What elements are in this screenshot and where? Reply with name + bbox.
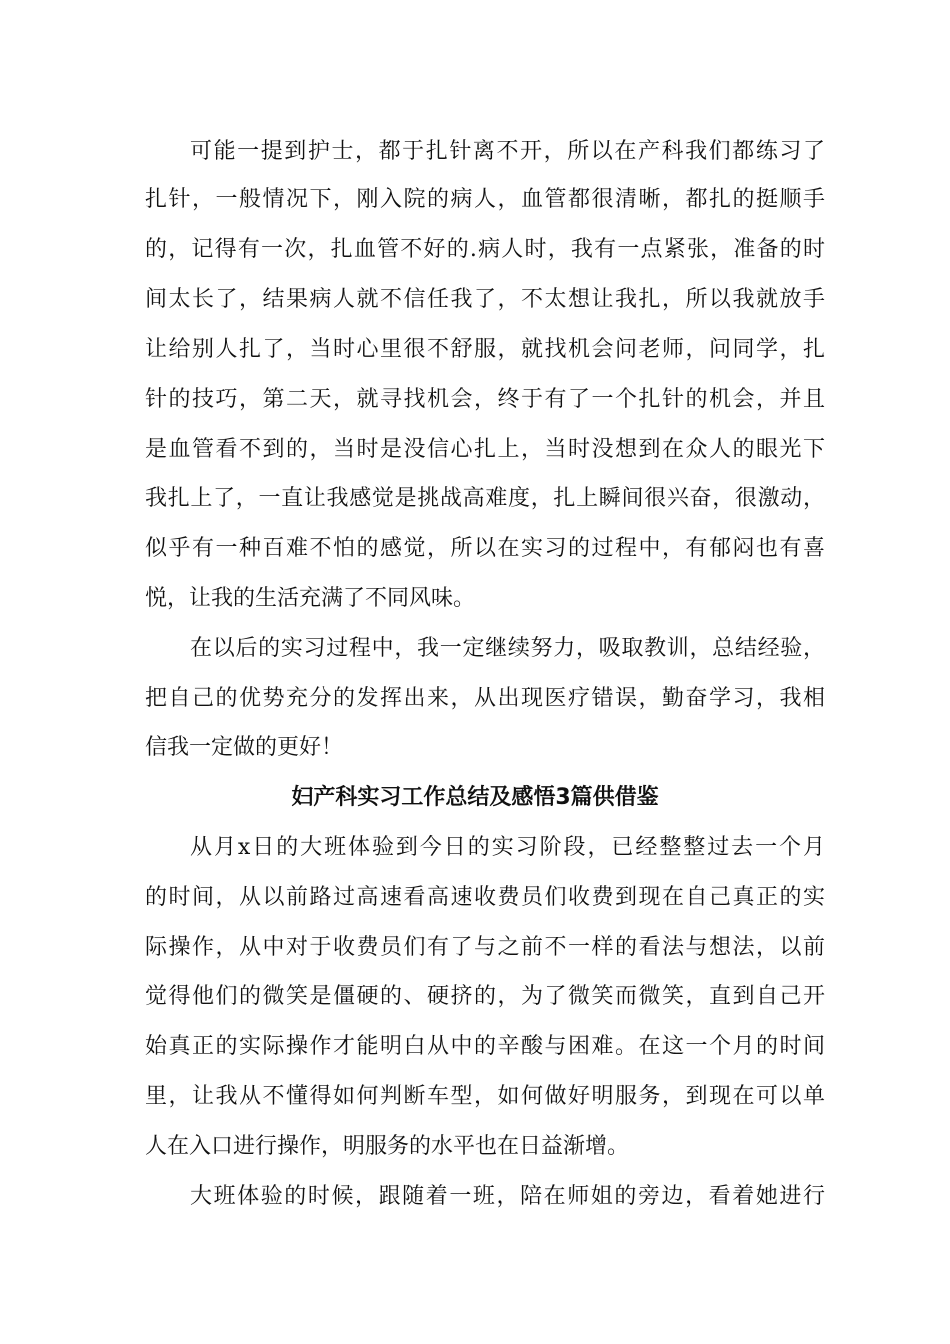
paragraph-1-line-4: 间太长了，结果病人就不信任我了，不太想让我扎，所以我就放手 <box>145 287 825 312</box>
paragraph-2-line-1: 在以后的实习过程中，我一定继续努力，吸取教训，总结经验， <box>190 636 825 661</box>
paragraph-3-line-4: 觉得他们的微笑是僵硬的、硬挤的，为了微笑而微笑，直到自己开 <box>145 984 825 1009</box>
paragraph-3-line-3: 际操作，从中对于收费员们有了与之前不一样的看法与想法，以前 <box>145 935 825 960</box>
paragraph-2-line-3: 信我一定做的更好！ <box>145 735 344 760</box>
paragraph-2-line-2: 把自己的优势充分的发挥出来，从出现医疗错误，勤奋学习，我相 <box>145 686 825 711</box>
paragraph-3-line-7: 人在入口进行操作，明服务的水平也在日益渐增。 <box>145 1134 630 1159</box>
paragraph-4-line-1: 大班体验的时候，跟随着一班，陪在师姐的旁边，看着她进行 <box>190 1184 825 1209</box>
paragraph-1-line-2: 扎针，一般情况下，刚入院的病人，血管都很清晰，都扎的挺顺手 <box>145 187 825 212</box>
paragraph-1-line-10: 悦，让我的生活充满了不同风味。 <box>145 586 476 611</box>
paragraph-1-line-8: 我扎上了，一直让我感觉是挑战高难度，扎上瞬间很兴奋，很激动， <box>145 486 825 511</box>
paragraph-3-line-5: 始真正的实际操作才能明白从中的辛酸与困难。在这一个月的时间 <box>145 1034 825 1059</box>
paragraph-3-line-2: 的时间，从以前路过高速看高速收费员们收费到现在自己真正的实 <box>145 885 825 910</box>
paragraph-1-line-9: 似乎有一种百难不怕的感觉，所以在实习的过程中，有郁闷也有喜 <box>145 536 825 561</box>
paragraph-1-line-3: 的，记得有一次，扎血管不好的.病人时，我有一点紧张，准备的时 <box>145 237 825 262</box>
paragraph-3-line-1: 从月x日的大班体验到今日的实习阶段，已经整整过去一个月 <box>190 835 825 860</box>
paragraph-3-line-6: 里，让我从不懂得如何判断车型，如何做好明服务，到现在可以单 <box>145 1084 825 1109</box>
section-heading: 妇产科实习工作总结及感悟3篇供借鉴 <box>291 785 659 810</box>
paragraph-1-line-7: 是血管看不到的，当时是没信心扎上，当时没想到在众人的眼光下 <box>145 437 825 462</box>
paragraph-1-line-1: 可能一提到护士，都于扎针离不开，所以在产科我们都练习了 <box>190 139 825 164</box>
paragraph-1-line-6: 针的技巧，第二天，就寻找机会，终于有了一个扎针的机会，并且 <box>145 387 825 412</box>
paragraph-1-line-5: 让给别人扎了，当时心里很不舒服，就找机会问老师，问同学，扎 <box>145 337 825 362</box>
